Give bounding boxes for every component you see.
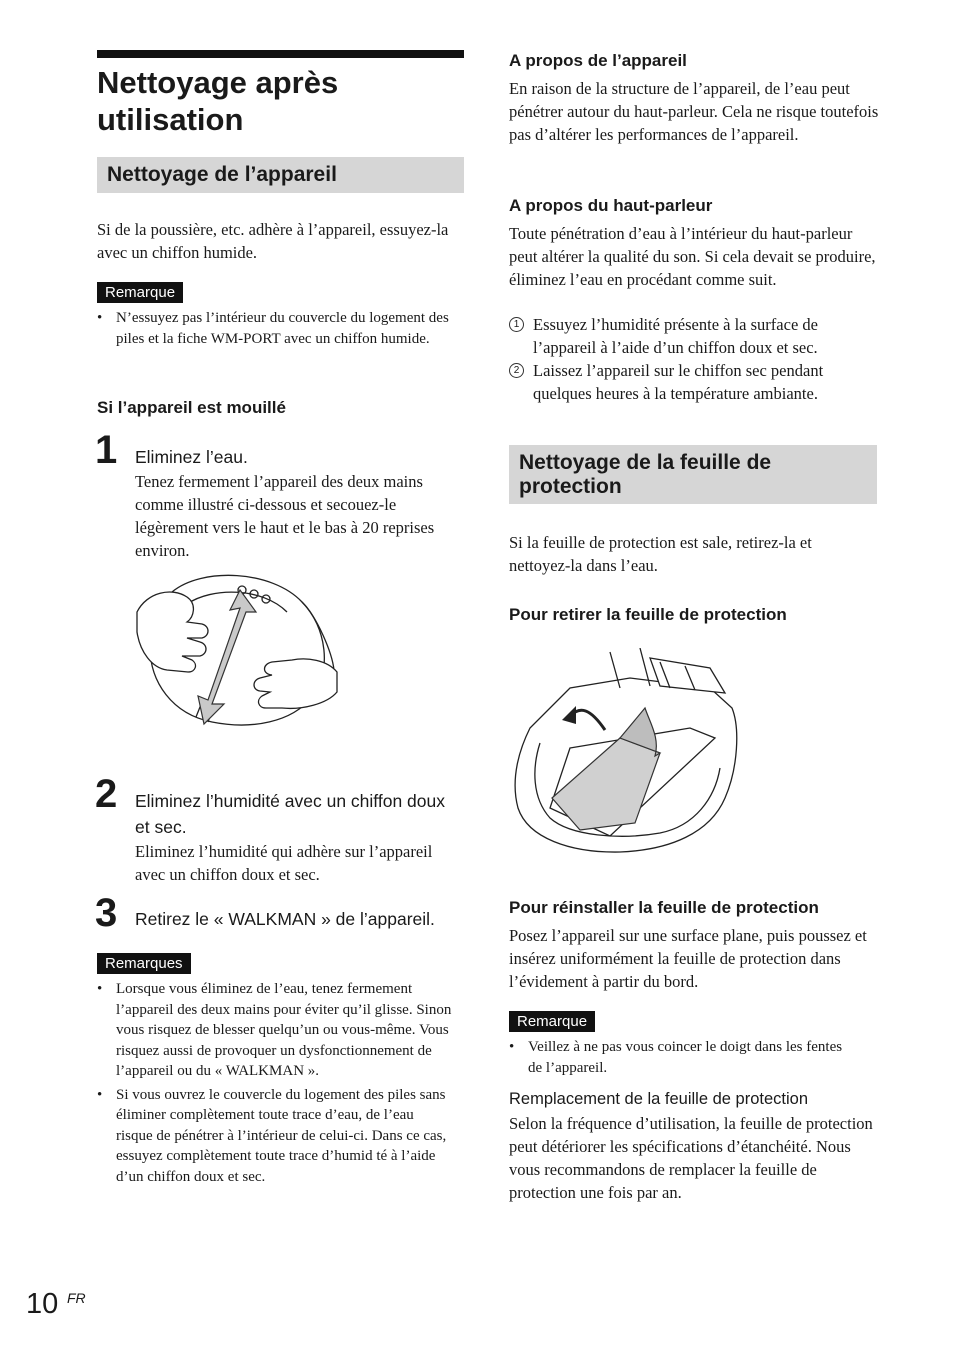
step-3-title: Retirez le « WALKMAN » de l’appareil. [135, 909, 435, 929]
speaker-step [509, 359, 869, 405]
about-device-heading: A propos de l’appareil [509, 51, 687, 70]
step-1-text: Tenez fermement l’appareil des deux mains comme illustré ci-dessous et secouez-le légèrement vers le haut et le bas à 20 reprises environ. [135, 472, 435, 560]
step-1-number: 1 [95, 428, 118, 472]
speaker-step-text: Essuyez l’humidité présente à la surface de l’appareil à l’aide d’un chiffon doux et sec. [533, 315, 818, 357]
note-list [509, 1037, 859, 1078]
page-number: 10 [26, 1288, 59, 1320]
remove-sheet-heading: Pour retirer la feuille de protection [509, 605, 787, 624]
section-title-device: Nettoyage de l’appareil [107, 163, 337, 186]
sheet-intro-text: Si la feuille de protection est sale, retirez-la et nettoyez-la dans l’eau. [509, 533, 812, 575]
note-item: • Si vous ouvrez le couvercle du logement des piles sans éliminer complètement toute trace d’eau, de l’eau risque de pénétrer à l’intérieur de celui-ci. Dans ce cas, essuyez complètement toute trace d’humid té à l’aide d’un chiffon doux et sec. [97, 1085, 452, 1188]
notes-list [97, 979, 452, 1187]
section-header-sheet [509, 445, 877, 504]
note-item: • Lorsque vous éliminez de l’eau, tenez fermement l’appareil des deux mains pour éviter qu’il glisse. Sinon vous risquez de blesser quelqu’un ou vous-même. Vous risquez aussi de provoquer un dysfonctionnement de l’appareil ou du « WALKMAN ». [97, 979, 452, 1082]
note-item: • N’essuyez pas l’intérieur du couvercle du logement des piles et la fiche WM-PORT avec un chiffon humide. [97, 308, 462, 349]
replace-sheet-heading: Remplacement de la feuille de protection [509, 1090, 809, 1108]
about-speaker-heading: A propos du haut-parleur [509, 196, 713, 215]
step-2-title: Eliminez l’humidité avec un chiffon doux et sec. [135, 791, 445, 837]
section-title-sheet: Nettoyage de la feuille de protection [519, 451, 772, 498]
note-tag: Remarque [97, 282, 183, 303]
note-list [97, 308, 462, 349]
speaker-step [509, 313, 869, 359]
page-language: FR [67, 1290, 86, 1306]
note-item: • Veillez à ne pas vous coincer le doigt dans les fentes de l’appareil. [509, 1037, 859, 1078]
shake-device-illustration [132, 572, 338, 730]
step-3-number: 3 [95, 891, 118, 935]
note-tag: Remarque [509, 1011, 595, 1032]
step-1-title: Eliminez l’eau. [135, 447, 248, 467]
notes-tag: Remarques [97, 953, 191, 974]
about-speaker-text: Toute pénétration d’eau à l’intérieur du haut-parleur peut altérer la qualité du son. Si cela devait se produire, éliminez l’eau en procédant comme suit. [509, 224, 876, 289]
about-device-text: En raison de la structure de l’appareil, de l’eau peut pénétrer autour du haut-parleur. Cela ne risque toutefois pas d’altérer les performances de l’appareil. [509, 79, 879, 144]
wet-device-heading: Si l’appareil est mouillé [97, 398, 286, 417]
device-intro-text: Si de la poussière, etc. adhère à l’appareil, essuyez-la avec un chiffon humide. [97, 220, 449, 262]
replace-sheet-text: Selon la fréquence d’utilisation, la feuille de protection peut détériorer les spécifications d’étanchéité. Nous vous recommandons de remplacer la feuille de protection une fois par an. [509, 1114, 873, 1202]
title-rule [97, 50, 464, 58]
reinstall-sheet-heading: Pour réinstaller la feuille de protection [509, 898, 819, 917]
speaker-steps-list [509, 313, 869, 405]
remove-sheet-illustration [510, 648, 742, 856]
circled-number: 1 [509, 317, 524, 332]
speaker-step-text: Laissez l’appareil sur le chiffon sec pendant quelques heures à la température ambiante. [533, 361, 824, 403]
circled-number: 2 [509, 363, 524, 378]
step-2-number: 2 [95, 772, 118, 816]
section-header-device [97, 157, 464, 193]
reinstall-sheet-text: Posez l’appareil sur une surface plane, puis poussez et insérez uniformément la feuille de protection dans l’évidement à partir du bord. [509, 926, 867, 991]
page-title: Nettoyage après utilisation [97, 65, 339, 137]
step-2-text: Eliminez l’humidité qui adhère sur l’appareil avec un chiffon doux et sec. [135, 842, 433, 884]
